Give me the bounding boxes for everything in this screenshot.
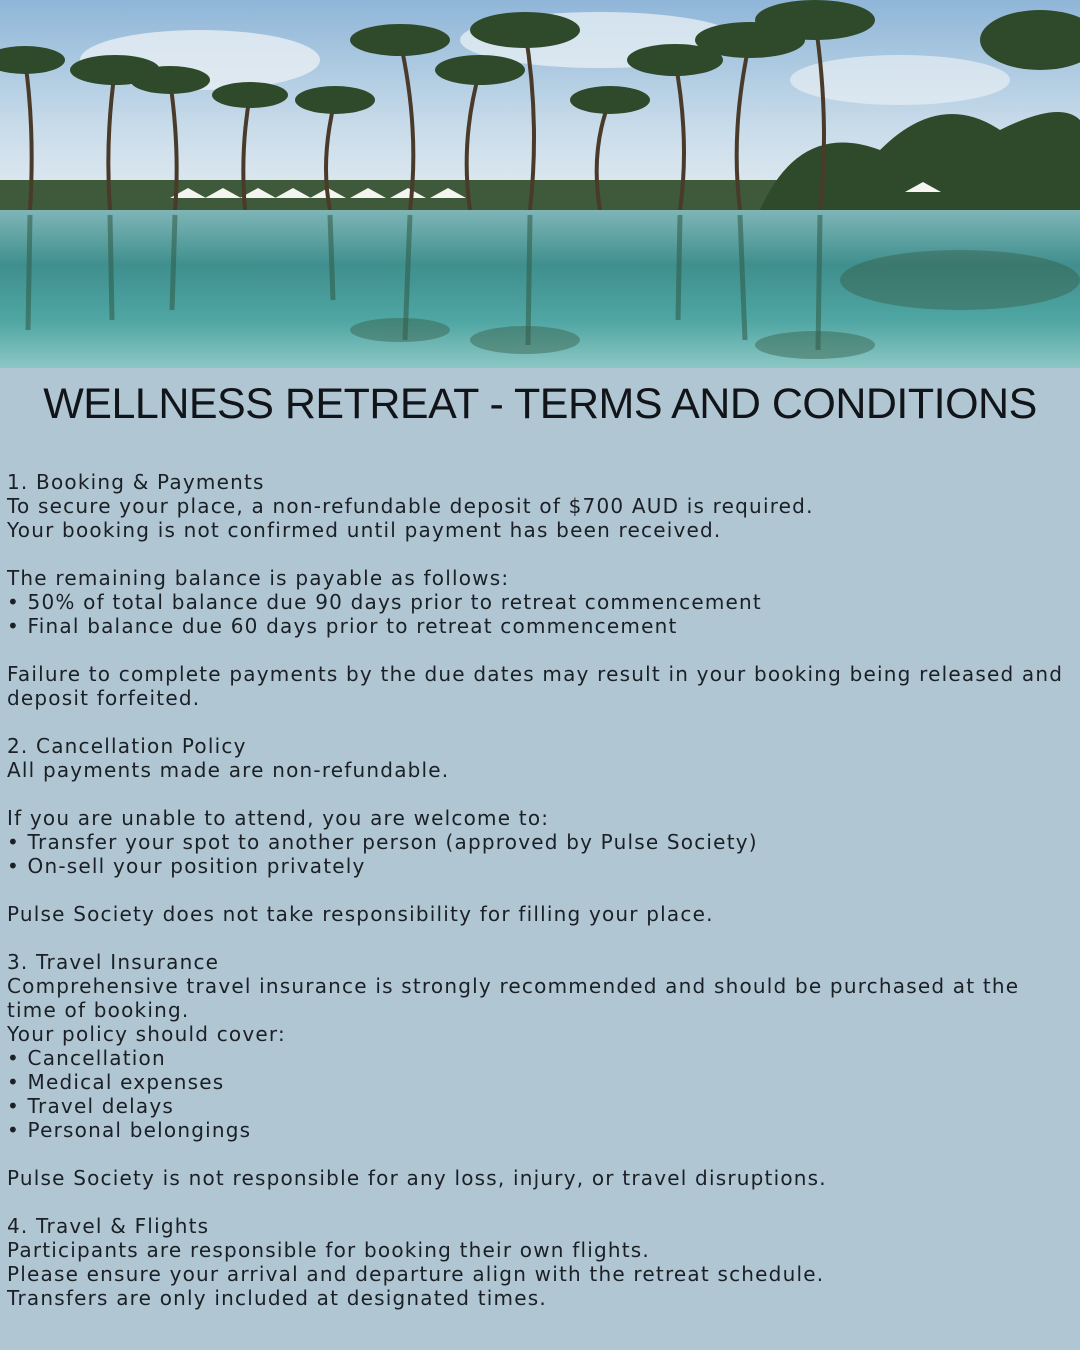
list-item: • On-sell your position privately [7,854,366,878]
liability-note: Pulse Society is not responsible for any loss, injury, or travel disruptions. [7,1166,827,1190]
responsibility-note: Pulse Society does not take responsibility for filling your place. [7,902,714,926]
list-item: • Personal belongings [7,1118,252,1142]
page-title: WELLNESS RETREAT - TERMS AND CONDITIONS [43,380,1037,428]
list-item: • Final balance due 60 days prior to retreat commencement [7,614,678,638]
list-item: • 50% of total balance due 90 days prior to retreat commencement [7,590,762,614]
terms-body [7,470,1073,1310]
hero-image [0,0,1080,368]
list-item: • Cancellation [7,1046,166,1070]
list-item: • Transfer your spot to another person (approved by Pulse Society) [7,830,758,854]
section-heading-booking: 1. Booking & Payments [7,470,265,494]
list-item: • Medical expenses [7,1070,225,1094]
booking-confirmation-text: Your booking is not confirmed until payment has been received. [7,518,722,542]
arrival-schedule-text: Please ensure your arrival and departure align with the retreat schedule. [7,1262,825,1286]
booking-deposit-text: To secure your place, a non-refundable deposit of $700 AUD is required. [7,494,814,518]
unable-attend-text: If you are unable to attend, you are welcome to: [7,806,550,830]
list-item: • Travel delays [7,1094,175,1118]
transfers-text: Transfers are only included at designated times. [7,1286,547,1310]
flights-booking-text: Participants are responsible for booking their own flights. [7,1238,650,1262]
policy-cover-text: Your policy should cover: [7,1022,286,1046]
section-heading-insurance: 3. Travel Insurance [7,950,220,974]
non-refundable-text: All payments made are non-refundable. [7,758,450,782]
payment-failure-text: Failure to complete payments by the due dates may result in your booking being released and deposit forfeited. [7,662,1064,710]
balance-intro-text: The remaining balance is payable as follows: [7,566,510,590]
section-heading-flights: 4. Travel & Flights [7,1214,210,1238]
section-heading-cancellation: 2. Cancellation Policy [7,734,247,758]
insurance-recommendation-text: Comprehensive travel insurance is strongly recommended and should be purchased at the time of booking. [7,974,1020,1022]
